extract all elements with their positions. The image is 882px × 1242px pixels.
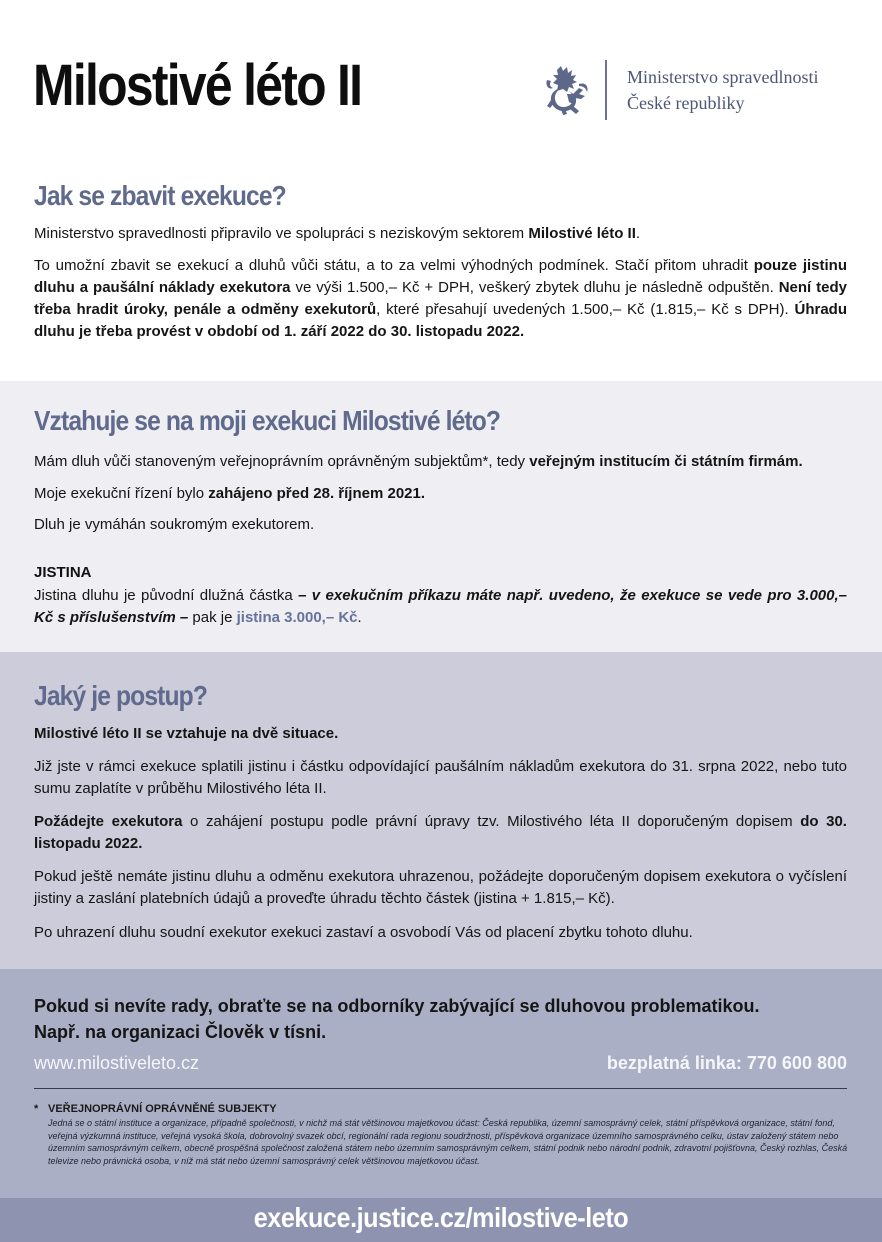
advice-line: Pokud si nevíte rady, obraťte se na odborníky zabývající se dluhovou problematikou. [34, 996, 760, 1016]
jistina-label: JISTINA [34, 564, 92, 581]
text: pak je [188, 609, 237, 626]
footnote-title [34, 1103, 277, 1115]
section-procedure [0, 652, 882, 969]
footnote-star: * [34, 1103, 39, 1115]
ministry-name-line1: Ministerstvo spravedlnosti [627, 67, 819, 87]
procedure-situation-2: Pokud ještě nemáte jistinu dluhu a odměnu exekutora uhrazenou, požádejte doporučeným dopisem exekutora o vyčíslení jistiny a zaslání platebních údajů a proveďte úhradu těchto částek (jistina + 1.815,– Kč). [34, 868, 847, 907]
eligibility-item [34, 451, 847, 473]
ministry-name [627, 64, 819, 116]
procedure-request [34, 811, 847, 855]
footnote-text: Jedná se o státní instituce a organizace, případně společnosti, v nichž má stát většinovou majetkovou účast: Česká republika, územní samosprávný celek, státní příspěvková organizace, státní fond, veřejná výzkumná instituce, veřejná vysoká škola, dobrovolný svazek obcí, regionální rada regionu soudržnosti, příspěvková organizace územního samosprávného celku, ústav založený státem nebo územním samosprávným celkem, obecně prospěšná společnost založená státem nebo územním samosprávným celkem, státní podnik nebo národní podnik, zdravotní pojišťovna, Český rozhlas, Česká televize nebo právnická osoba, v níž má stát nebo územní samosprávný celek většinovou majetkovou účast. [48, 1118, 848, 1166]
czech-lion-icon [543, 64, 591, 116]
ministry-logo [543, 60, 843, 122]
text-bold: Úhradu dluhu je třeba provést v období od 1. září 2022 do 30. listopadu 2022. [34, 301, 847, 340]
section-heading: Vztahuje se na moji exekuci Milostivé léto? [34, 405, 501, 436]
text: Ministerstvo spravedlnosti připravilo ve spolupráci s neziskovým sektorem [34, 225, 529, 242]
page-title: Milostivé léto II [33, 53, 362, 118]
text: ve výši 1.500,– Kč + DPH, veškerý zbytek dluhu je následně odpuštěn. [290, 279, 779, 296]
conditions-paragraph [34, 255, 847, 343]
text-bold: Není tedy třeba hradit úroky, penále a odměny exekutorů [34, 279, 848, 318]
section-how-to [0, 160, 882, 381]
text: . [357, 609, 362, 626]
section-eligibility [0, 381, 882, 652]
text: Moje exekuční řízení bylo [34, 485, 209, 502]
footer-band [0, 1198, 882, 1242]
procedure-intro: Milostivé léto II se vztahuje na dvě situace. [34, 725, 339, 742]
text-bold: do 30. listopadu 2022. [34, 813, 847, 852]
procedure-result: Po uhrazení dluhu soudní exekutor exekuci zastaví a osvobodí Vás od placení zbytku tohoto dluhu. [34, 924, 693, 941]
jistina-paragraph [34, 585, 847, 629]
text-bold: Milostivé léto II [528, 225, 636, 242]
text: Mám dluh vůči stanoveným veřejnoprávním oprávněným subjektům*, tedy [34, 453, 530, 470]
text: . [635, 225, 641, 242]
website-link[interactable]: www.milostiveleto.cz [34, 1053, 200, 1073]
procedure-situation-1: Již jste v rámci exekuce splatili jistinu i částku odpovídající paušálním nákladům exekutora do 31. srpna 2022, nebo tuto sumu zaplatíte v průběhu Milostivého léta II. [34, 758, 847, 797]
intro-paragraph [34, 223, 847, 245]
advice-line: Např. na organizaci Člověk v tísni. [34, 1022, 327, 1042]
footer-url-link[interactable]: exekuce.justice.cz/milostive-leto [253, 1202, 629, 1233]
text: o zahájení postupu podle právní úpravy tzv. Milostivého léta II doporučeným dopisem [182, 813, 801, 830]
section-heading: Jaký je postup? [34, 680, 208, 711]
text-bold: Požádejte exekutora [34, 813, 183, 830]
section-heading: Jak se zbavit exekuce? [34, 180, 286, 211]
text: , které přesahují uvedených 1.500,– Kč (1.815,– Kč s DPH). [376, 301, 795, 318]
header [0, 0, 882, 160]
text-bold: pouze jistinu dluhu a paušální náklady exekutora [34, 257, 847, 296]
text: To umožní zbavit se exekucí a dluhů vůči státu, a to za velmi výhodných podmínek. Stačí přitom uhradit [34, 257, 754, 274]
text-bold-italic: – v exekučním příkazu máte např. uvedeno, že exekuce se vede pro 3.000,– Kč s příslušenstvím – [34, 587, 847, 626]
jistina-amount: jistina 3.000,– Kč [236, 609, 358, 626]
hotline-number: bezplatná linka: 770 600 800 [606, 1053, 847, 1073]
text: Jistina dluhu je původní dlužná částka [34, 587, 299, 604]
logo-divider [605, 60, 607, 120]
text-bold: veřejným institucím či státním firmám. [529, 453, 803, 470]
ministry-name-line2: České republiky [627, 93, 745, 113]
advice-text [34, 993, 854, 1045]
text-bold: zahájeno před 28. říjnem 2021. [208, 485, 426, 502]
divider [34, 1088, 847, 1089]
section-contacts [0, 969, 882, 1198]
eligibility-item [34, 483, 847, 505]
footnote-title-text: VEŘEJNOPRÁVNÍ OPRÁVNĚNÉ SUBJEKTY [48, 1103, 277, 1115]
eligibility-item: Dluh je vymáhán soukromým exekutorem. [34, 516, 315, 533]
